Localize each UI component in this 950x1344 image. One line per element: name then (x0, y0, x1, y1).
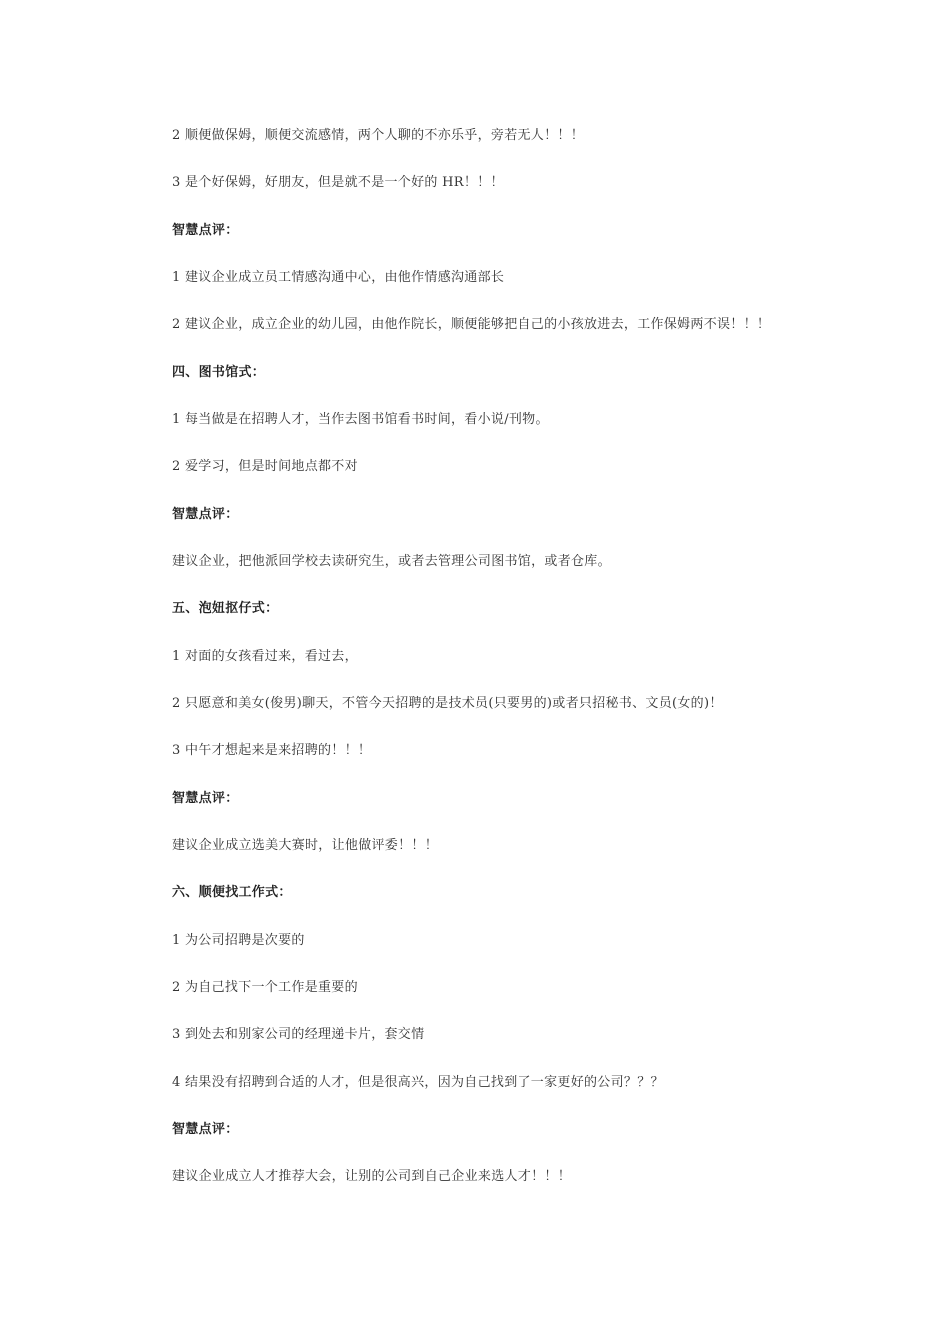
paragraph: 2 只愿意和美女(俊男)聊天，不管今天招聘的是技术员(只要男的)或者只招秘书、文员(女的)！ (172, 696, 723, 711)
paragraph: 4 结果没有招聘到合适的人才，但是很高兴，因为自己找到了一家更好的公司？？？ (172, 1075, 664, 1090)
paragraph: 建议企业，把他派回学校去读研究生，或者去管理公司图书馆，或者仓库。 (172, 554, 611, 569)
paragraph: 1 每当做是在招聘人才，当作去图书馆看书时间，看小说/刊物。 (172, 412, 549, 427)
paragraph: 建议企业成立人才推荐大会，让别的公司到自己企业来选人才！！！ (172, 1169, 572, 1184)
section-heading: 四、图书馆式： (172, 365, 266, 380)
review-heading: 智慧点评： (172, 507, 239, 522)
paragraph: 2 顺便做保姆，顺便交流感情，两个人聊的不亦乐乎，旁若无人！！！ (172, 128, 585, 143)
review-heading: 智慧点评： (172, 791, 239, 806)
section-heading: 六、顺便找工作式： (172, 885, 292, 900)
paragraph: 1 建议企业成立员工情感沟通中心，由他作情感沟通部长 (172, 270, 505, 285)
paragraph: 1 为公司招聘是次要的 (172, 933, 305, 948)
paragraph: 2 为自己找下一个工作是重要的 (172, 980, 358, 995)
paragraph: 1 对面的女孩看过来，看过去， (172, 649, 358, 664)
section-heading: 五、泡妞抠仔式： (172, 601, 279, 616)
review-heading: 智慧点评： (172, 223, 239, 238)
paragraph: 3 到处去和别家公司的经理递卡片，套交情 (172, 1027, 425, 1042)
paragraph: 3 是个好保姆，好朋友，但是就不是一个好的 HR！！！ (172, 175, 504, 190)
review-heading: 智慧点评： (172, 1122, 239, 1137)
paragraph: 建议企业成立选美大赛时，让他做评委！！！ (172, 838, 439, 853)
paragraph: 2 爱学习，但是时间地点都不对 (172, 459, 358, 474)
paragraph: 3 中午才想起来是来招聘的！！！ (172, 743, 372, 758)
paragraph: 2 建议企业，成立企业的幼儿园，由他作院长，顺便能够把自己的小孩放进去，工作保姆两不误！！！ (172, 317, 771, 332)
